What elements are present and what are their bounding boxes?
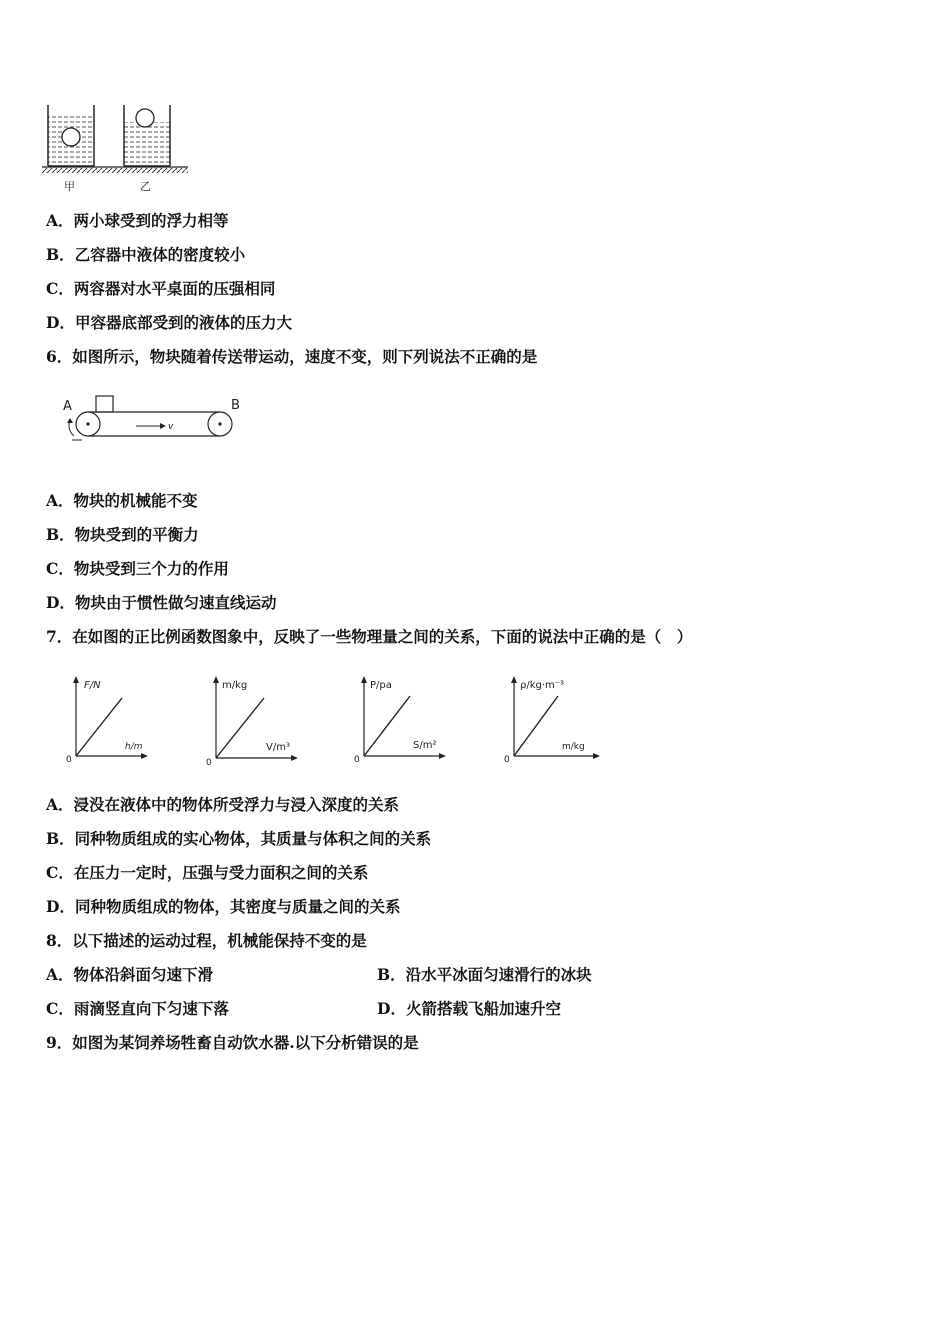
graph-2-line — [216, 698, 264, 758]
svg-text:P/pa: P/pa — [370, 680, 392, 691]
q7-stem: 7．在如图的正比例函数图象中，反映了一些物理量之间的关系，下面的说法中正确的是（ ） — [46, 627, 693, 646]
svg-text:m/kg: m/kg — [562, 742, 585, 752]
svg-text:V/m³: V/m³ — [266, 742, 290, 753]
q7-option-c[interactable]: C．在压力一定时，压强与受力面积之间的关系 — [46, 863, 369, 882]
containers-figure — [40, 100, 200, 195]
q7-option-b[interactable]: B．同种物质组成的实心物体，其质量与体积之间的关系 — [46, 829, 432, 848]
svg-text:m/kg: m/kg — [222, 680, 248, 691]
svg-text:h/m: h/m — [125, 742, 143, 752]
svg-text:0: 0 — [354, 755, 360, 765]
label-yi: 乙 — [140, 180, 151, 193]
graph-4-line — [514, 696, 558, 756]
svg-text:0: 0 — [206, 758, 212, 767]
q8-option-a[interactable]: A．物体沿斜面匀速下滑 — [46, 965, 214, 984]
conveyor-figure — [58, 390, 258, 450]
q6-option-b[interactable]: B．物块受到的平衡力 — [46, 525, 199, 544]
label-b: B — [231, 398, 240, 413]
graph-2 — [202, 672, 302, 767]
q5-option-d[interactable]: D．甲容器底部受到的液体的压力大 — [46, 313, 292, 332]
q6-option-d[interactable]: D．物块由于惯性做匀速直线运动 — [46, 593, 277, 612]
container-jia — [48, 105, 94, 166]
q5-option-b[interactable]: B．乙容器中液体的密度较小 — [46, 245, 246, 264]
block — [96, 396, 113, 412]
label-v: v — [168, 422, 174, 432]
q7-option-a[interactable]: A．浸没在液体中的物体所受浮力与浸入深度的关系 — [46, 795, 400, 814]
q8-stem: 8．以下描述的运动过程，机械能保持不变的是 — [46, 931, 367, 950]
svg-text:S/m²: S/m² — [413, 740, 437, 751]
q6-stem: 6．如图所示，物块随着传送带运动，速度不变，则下列说法不正确的是 — [46, 347, 538, 366]
svg-text:ρ/kg·m⁻³: ρ/kg·m⁻³ — [520, 680, 565, 691]
q5-option-a[interactable]: A．两小球受到的浮力相等 — [46, 211, 229, 230]
graph-1 — [62, 672, 152, 767]
svg-text:0: 0 — [66, 755, 72, 765]
ball-yi — [136, 109, 154, 127]
q6-option-c[interactable]: C．物块受到三个力的作用 — [46, 559, 229, 578]
label-a: A — [63, 399, 72, 414]
q5-option-c[interactable]: C．两容器对水平桌面的压强相同 — [46, 279, 276, 298]
graph-3-line — [364, 696, 410, 756]
q8-option-b[interactable]: B．沿水平冰面匀速滑行的冰块 — [377, 965, 592, 984]
svg-text:0: 0 — [504, 755, 510, 765]
label-jia: 甲 — [64, 180, 75, 193]
container-yi — [124, 105, 170, 166]
svg-text:F/N: F/N — [84, 680, 101, 691]
q6-option-a[interactable]: A．物块的机械能不变 — [46, 491, 198, 510]
q9-stem: 9．如图为某饲养场牲畜自动饮水器.以下分析错误的是 — [46, 1033, 419, 1052]
graph-4 — [500, 672, 605, 767]
graph-1-line — [76, 698, 122, 756]
ball-jia — [62, 128, 80, 146]
q8-option-d[interactable]: D．火箭搭载飞船加速升空 — [377, 999, 561, 1018]
q7-option-d[interactable]: D．同种物质组成的物体，其密度与质量之间的关系 — [46, 897, 401, 916]
graph-3 — [350, 672, 450, 767]
q8-option-c[interactable]: C．雨滴竖直向下匀速下落 — [46, 999, 229, 1018]
